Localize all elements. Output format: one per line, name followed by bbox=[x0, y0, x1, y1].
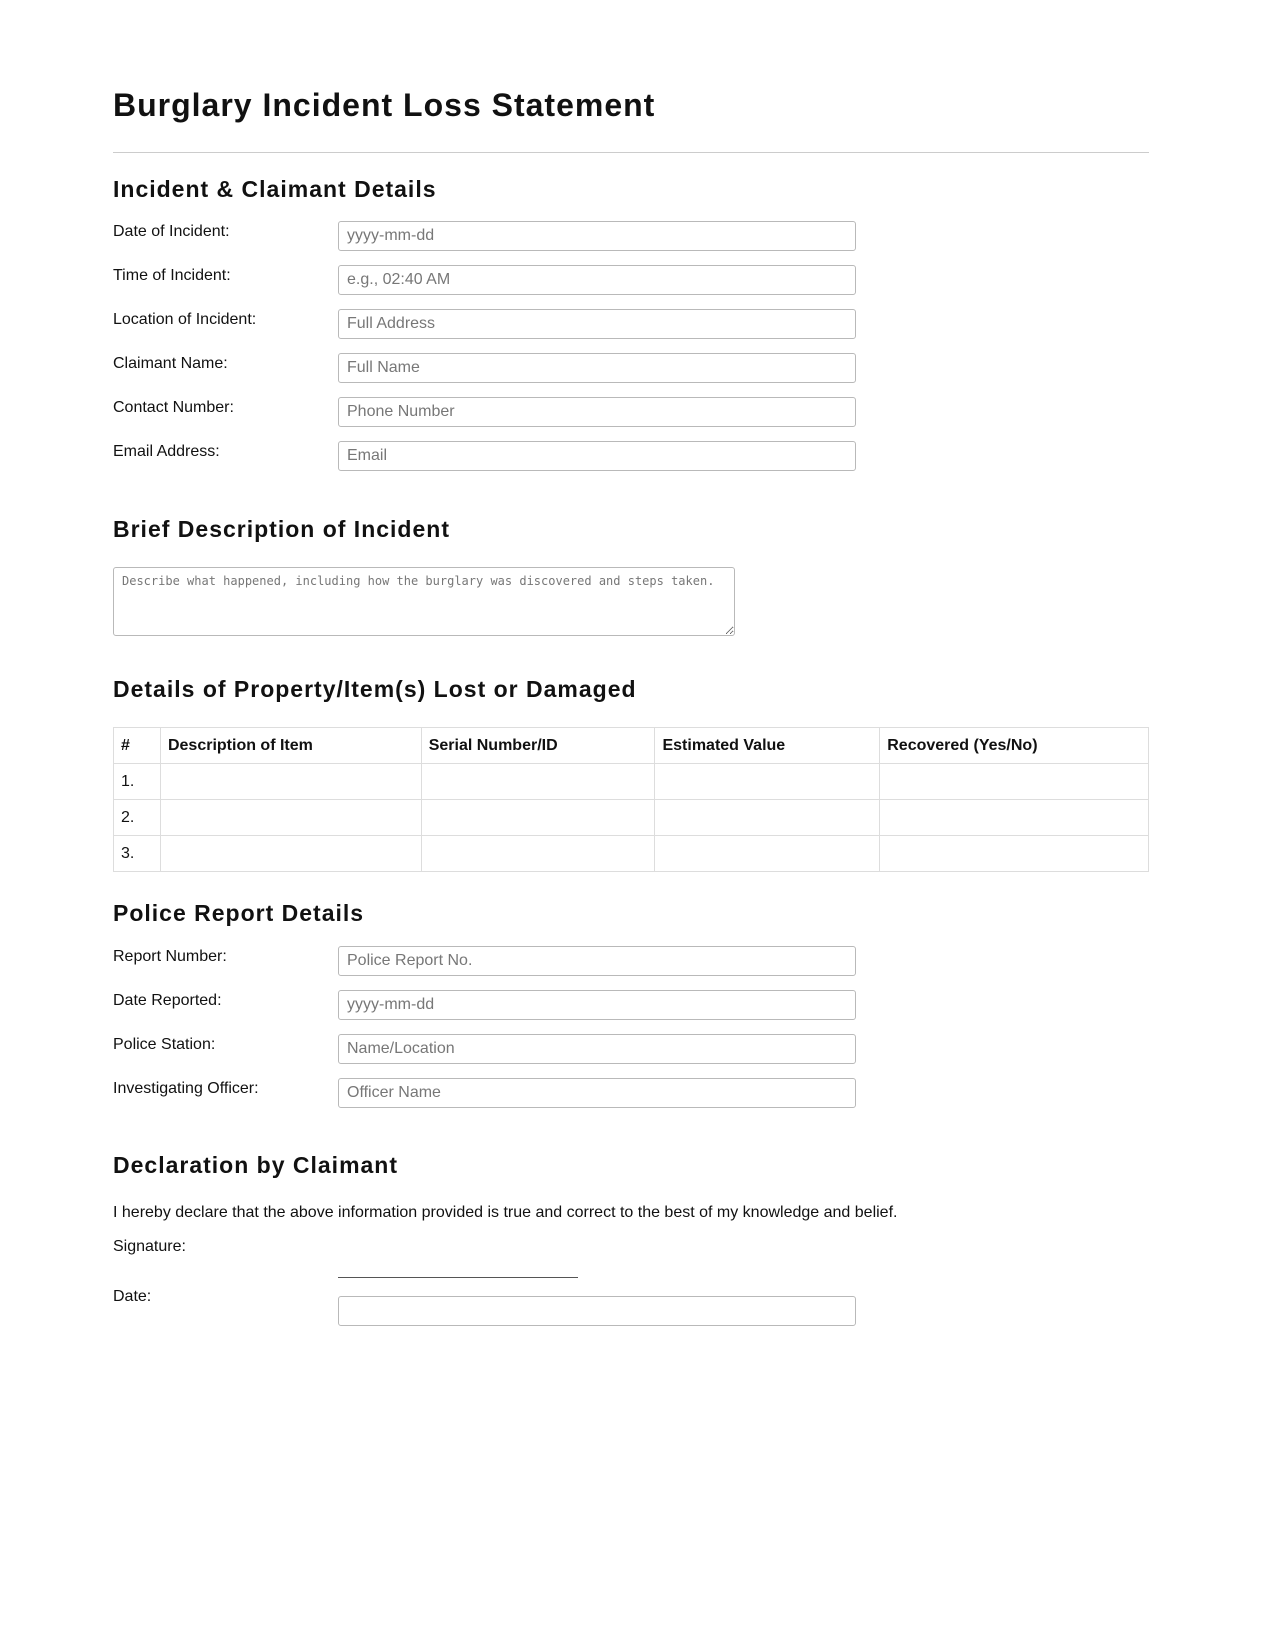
clipped-date-row-container bbox=[113, 1288, 873, 1305]
item-description-cell[interactable] bbox=[160, 800, 421, 836]
incident-description-textarea[interactable] bbox=[113, 567, 735, 636]
police-station-input[interactable] bbox=[338, 1034, 856, 1064]
date-reported-row bbox=[113, 990, 857, 1022]
contact-number-label: Contact Number: bbox=[113, 399, 234, 416]
row-number: 2. bbox=[114, 800, 161, 836]
property-items-table bbox=[113, 727, 1149, 872]
recovered-cell[interactable] bbox=[880, 800, 1149, 836]
item-description-cell[interactable] bbox=[160, 836, 421, 872]
email-address-input[interactable] bbox=[338, 441, 856, 471]
column-header-estimated-value: Estimated Value bbox=[655, 728, 880, 764]
claimant-name-label: Claimant Name: bbox=[113, 355, 228, 372]
location-of-incident-input[interactable] bbox=[338, 309, 856, 339]
serial-number-cell[interactable] bbox=[421, 764, 655, 800]
report-number-row bbox=[113, 946, 857, 978]
date-reported-input[interactable] bbox=[338, 990, 856, 1020]
recovered-cell[interactable] bbox=[880, 764, 1149, 800]
title-divider bbox=[113, 152, 1149, 153]
property-section-heading: Details of Property/Item(s) Lost or Damaged bbox=[113, 676, 637, 702]
claimant-name-row bbox=[113, 353, 857, 385]
row-number: 1. bbox=[114, 764, 161, 800]
police-section-heading: Police Report Details bbox=[113, 900, 365, 926]
date-of-incident-row bbox=[113, 221, 857, 253]
date-of-incident-label: Date of Incident: bbox=[113, 223, 230, 240]
declaration-date-input[interactable] bbox=[338, 1296, 856, 1326]
police-station-label: Police Station: bbox=[113, 1036, 216, 1053]
item-description-cell[interactable] bbox=[160, 764, 421, 800]
estimated-value-cell[interactable] bbox=[655, 836, 880, 872]
time-of-incident-row bbox=[113, 265, 857, 297]
column-header-number: # bbox=[114, 728, 161, 764]
report-number-input[interactable] bbox=[338, 946, 856, 976]
contact-number-input[interactable] bbox=[338, 397, 856, 427]
table-row bbox=[114, 800, 1149, 836]
time-of-incident-input[interactable] bbox=[338, 265, 856, 295]
recovered-cell[interactable] bbox=[880, 836, 1149, 872]
report-number-label: Report Number: bbox=[113, 948, 227, 965]
table-header-row bbox=[114, 728, 1149, 764]
signature-line[interactable] bbox=[338, 1277, 578, 1278]
location-of-incident-row bbox=[113, 309, 857, 341]
serial-number-cell[interactable] bbox=[421, 800, 655, 836]
estimated-value-cell[interactable] bbox=[655, 800, 880, 836]
police-station-row bbox=[113, 1034, 857, 1066]
column-header-description: Description of Item bbox=[160, 728, 421, 764]
location-of-incident-label: Location of Incident: bbox=[113, 311, 257, 328]
claimant-name-input[interactable] bbox=[338, 353, 856, 383]
table-row bbox=[114, 764, 1149, 800]
estimated-value-cell[interactable] bbox=[655, 764, 880, 800]
email-address-row bbox=[113, 441, 857, 473]
declaration-date-label: Date: bbox=[113, 1288, 152, 1305]
declaration-statement: I hereby declare that the above information provided is true and correct to the best of my knowledge and belief. bbox=[113, 1204, 898, 1221]
date-reported-label: Date Reported: bbox=[113, 992, 222, 1009]
description-section-heading: Brief Description of Incident bbox=[113, 516, 450, 542]
investigating-officer-row bbox=[113, 1078, 857, 1110]
document-title: Burglary Incident Loss Statement bbox=[113, 87, 656, 123]
row-number: 3. bbox=[114, 836, 161, 872]
investigating-officer-label: Investigating Officer: bbox=[113, 1080, 259, 1097]
table-row bbox=[114, 836, 1149, 872]
column-header-serial: Serial Number/ID bbox=[421, 728, 655, 764]
date-of-incident-input[interactable] bbox=[338, 221, 856, 251]
declaration-date-row bbox=[113, 1288, 857, 1328]
investigating-officer-input[interactable] bbox=[338, 1078, 856, 1108]
declaration-section-heading: Declaration by Claimant bbox=[113, 1152, 399, 1178]
incident-section-heading: Incident & Claimant Details bbox=[113, 176, 437, 202]
email-address-label: Email Address: bbox=[113, 443, 220, 460]
column-header-recovered: Recovered (Yes/No) bbox=[880, 728, 1149, 764]
signature-label: Signature: bbox=[113, 1238, 186, 1255]
contact-number-row bbox=[113, 397, 857, 429]
time-of-incident-label: Time of Incident: bbox=[113, 267, 231, 284]
serial-number-cell[interactable] bbox=[421, 836, 655, 872]
